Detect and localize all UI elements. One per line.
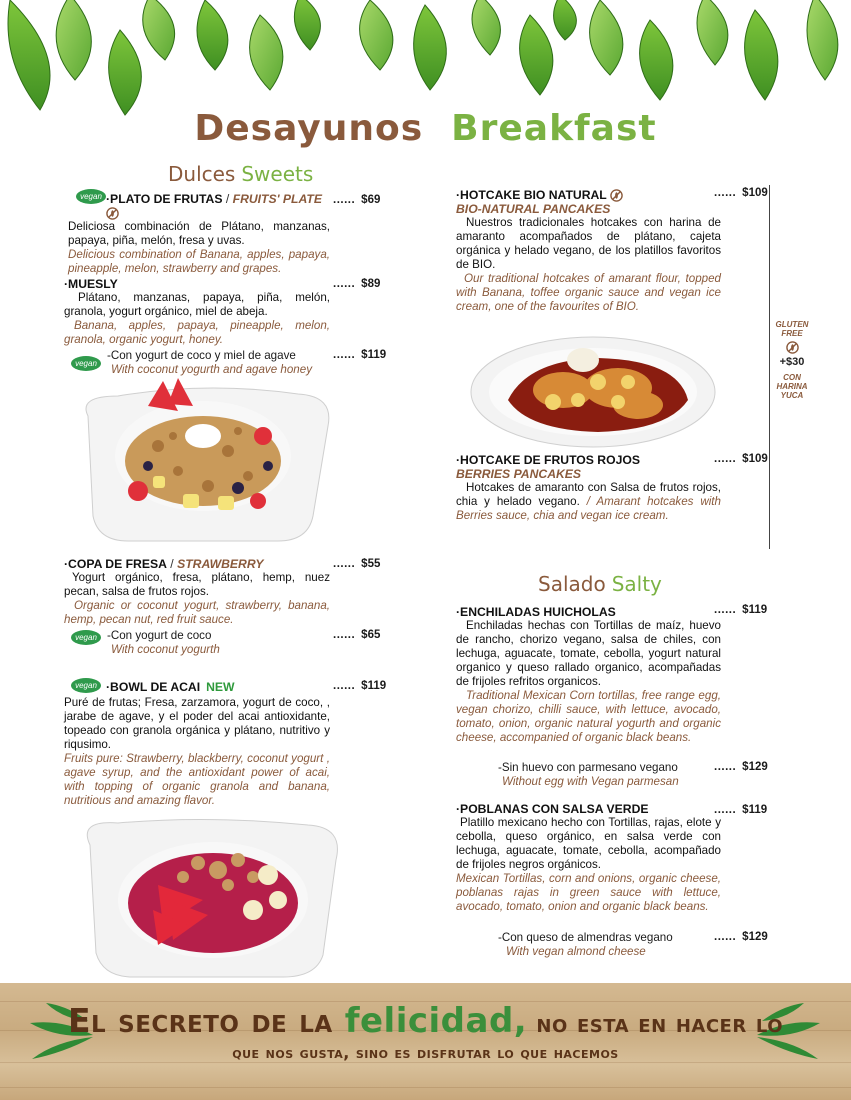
item-name — [64, 192, 330, 220]
price-leader-dots: ...... — [714, 761, 737, 773]
gf-line: GLUTEN — [775, 320, 809, 329]
item-option — [107, 629, 220, 657]
quote-line-1 — [0, 1001, 851, 1041]
vegan-badge: vegan — [71, 630, 101, 645]
salty-title-es: Salado — [538, 572, 606, 596]
item-name-es: ·HOTCAKE BIO NATURAL — [456, 188, 607, 202]
item-description-es: Hotcakes de amaranto con Salsa de frutos rojos, chia y helado vegano. — [456, 481, 721, 508]
menu-item-muesly — [64, 277, 330, 347]
price-leader-dots: ...... — [714, 187, 737, 199]
quote-line-2: que nos gusta, sino es disfrutar lo que hacemos — [232, 1043, 619, 1062]
item-description: Deliciosa combinación de Plátano, manzanas, papaya, piña, melón, fresa y uvas. — [68, 220, 330, 248]
quote-text: El secreto de la — [67, 1001, 345, 1040]
price-value: $69 — [361, 194, 381, 206]
price-value: $119 — [361, 349, 387, 361]
pancakes-photo — [468, 330, 718, 450]
item-name-en: BIO-NATURAL PANCAKES — [456, 202, 611, 217]
item-description-en: Traditional Mexican Corn tortillas, free range egg, vegan chorizo, chilli sauce, with lettuce, avocado, tomato, onion, organic natural yogurth and organic cheese, accompanied of organic black beans. — [456, 689, 721, 744]
price-value: $119 — [742, 804, 768, 816]
item-name-es: ·PLATO DE FRUTAS — [106, 192, 223, 206]
price-leader-dots: ...... — [333, 349, 356, 361]
item-option — [498, 931, 673, 959]
sweets-title-en: Sweets — [241, 162, 314, 186]
item-name-en: BERRIES PANCAKES — [456, 467, 582, 481]
item-name: ·MUESLY — [64, 277, 118, 291]
item-name — [456, 188, 721, 202]
title-english: Breakfast — [451, 108, 657, 149]
item-description-en: Mexican Tortillas, corn and onions, organic cheese, poblanas rajas in green sauce with lettuce, avocado, tomato, onion and organic black beans. — [456, 872, 721, 913]
item-name-en: FRUITS' PLATE — [232, 192, 322, 206]
menu-item-bowl-de-acai — [64, 680, 330, 808]
option-label-en: With coconut yogurth and agave honey — [111, 363, 312, 376]
menu-item-plato-de-frutas — [64, 192, 330, 276]
vegan-badge: vegan — [71, 356, 101, 371]
item-option — [498, 761, 679, 789]
salty-title-en: Salty — [611, 572, 662, 596]
item-name — [64, 680, 330, 694]
price-value: $119 — [742, 604, 768, 616]
item-name — [64, 557, 330, 571]
option-price — [714, 761, 768, 773]
item-description: Nuestros tradicionales hotcakes con harina de amaranto acompañados de plátano, cajeta orgánica y helado vegano, de los platillos favoritos de BIO. — [456, 216, 721, 272]
option-price — [714, 931, 768, 943]
item-price — [714, 187, 768, 199]
item-description-en: Banana, apples, papaya, pineapple, melon, granola, organic yogurt, honey. — [64, 319, 330, 346]
menu-item-hotcake-bio-natural — [456, 188, 721, 314]
item-description: Yogurt orgánico, fresa, plátano, hemp, nuez pecan, salsa de frutos rojos. — [64, 571, 330, 598]
option-label-en: Without egg with Vegan parmesan — [502, 775, 679, 788]
quote-highlight: felicidad, — [344, 1001, 528, 1041]
item-name-es: ·COPA DE FRESA — [64, 557, 167, 571]
price-leader-dots: ...... — [333, 558, 356, 570]
price-leader-dots: ...... — [333, 278, 356, 290]
price-leader-dots: ...... — [714, 604, 737, 616]
item-description-en: Delicious combination of Banana, apples, papaya, pineapple, melon, strawberry and grapes. — [68, 248, 330, 276]
gluten-free-icon — [106, 207, 119, 220]
price-value: $129 — [742, 761, 768, 773]
item-description: Enchiladas hechas con Tortillas de maíz, huevo de rancho, chorizo vegano, salsa de chiles, con lechuga, aguacate, tomate, cebolla, yogurt natural organico y queso rallado organico, acompañadas de frijoles refritos organicos. — [456, 619, 721, 688]
item-price — [714, 453, 768, 465]
item-price — [333, 194, 380, 206]
option-label: -Con queso de almendras vegano — [498, 931, 673, 944]
menu-item-poblanas-salsa-verde — [456, 802, 721, 914]
price-leader-dots: ...... — [333, 680, 356, 692]
item-price — [333, 278, 380, 290]
price-value: $109 — [742, 453, 768, 465]
item-name: ·POBLANAS CON SALSA VERDE — [456, 802, 649, 816]
option-label-en: With vegan almond cheese — [506, 945, 646, 958]
name-separator: / — [166, 557, 178, 571]
menu-item-enchiladas-huicholas — [456, 605, 721, 745]
option-label-en: With coconut yogurth — [111, 643, 220, 656]
item-description-en: / Amarant hotcakes with Berries sauce, chia and vegan ice cream. — [456, 495, 721, 522]
gf-line: CON — [783, 373, 801, 382]
option-label: -Con yogurt de coco y miel de agave — [107, 349, 296, 362]
gluten-free-note — [773, 320, 811, 400]
menu-item-hotcake-frutos-rojos — [456, 453, 721, 523]
price-leader-dots: ...... — [333, 194, 356, 206]
menu-item-copa-de-fresa — [64, 557, 330, 627]
gluten-free-icon — [610, 189, 623, 202]
item-name: ·HOTCAKE DE FRUTOS ROJOS — [456, 453, 640, 467]
option-price — [333, 349, 386, 361]
item-description-en: Organic or coconut yogurt, strawberry, banana, hemp, pecan nut, red fruit sauce. — [64, 599, 330, 626]
vegan-badge: vegan — [71, 678, 101, 693]
item-price — [333, 680, 386, 692]
item-description: Puré de frutas; Fresa, zarzamora, yogurt de coco, , jarabe de agave, y el poder del acai antioxidante, topeado con granola orgánica y plátano, nutritivo y riqusimo. — [64, 696, 330, 751]
gf-price: +$30 — [779, 356, 805, 368]
item-price — [714, 604, 767, 616]
side-divider — [769, 185, 770, 549]
acai-bowl-photo — [78, 815, 344, 980]
sweets-section-title — [168, 162, 313, 186]
title-spanish: Desayunos — [194, 108, 424, 149]
price-leader-dots: ...... — [714, 453, 737, 465]
new-badge: NEW — [206, 680, 235, 694]
gf-line: YUCA — [780, 391, 804, 400]
option-price — [333, 629, 380, 641]
item-description-en: Our traditional hotcakes of amarant flour, topped with Banana, toffee organic sauce and vegan ice cream, one of the favourites of BIO. — [456, 272, 721, 314]
gf-line: FREE — [781, 329, 803, 338]
footer-banner — [0, 983, 851, 1100]
sweets-title-es: Dulces — [168, 162, 236, 186]
muesly-bowl-photo — [78, 376, 334, 546]
vegan-badge: vegan — [76, 189, 106, 204]
gluten-free-icon — [786, 341, 799, 354]
option-label: -Sin huevo con parmesano vegano — [498, 761, 678, 774]
price-leader-dots: ...... — [714, 804, 737, 816]
price-value: $109 — [742, 187, 768, 199]
price-value: $119 — [361, 680, 387, 692]
name-separator: / — [222, 192, 233, 206]
price-value: $89 — [361, 278, 381, 290]
item-name-es: ·BOWL DE ACAI — [106, 680, 201, 694]
price-value: $55 — [361, 558, 381, 570]
price-value: $129 — [742, 931, 768, 943]
salty-section-title — [538, 572, 662, 596]
quote-text: no esta en hacer lo — [527, 1009, 784, 1038]
option-label: -Con yogurt de coco — [107, 629, 212, 642]
price-leader-dots: ...... — [714, 931, 737, 943]
item-price — [333, 558, 380, 570]
item-name-en: STRAWBERRY — [177, 557, 264, 571]
leaves-header-decoration — [0, 0, 851, 125]
item-description: Platillo mexicano hecho con Tortillas, rajas, elote y cebolla, queso orgánico, en salsa verde con lechuga, aguacate, tomate, cebolla, acompañado de frijoles negros orgánicos. — [456, 816, 721, 871]
price-value: $65 — [361, 629, 381, 641]
item-name: ·ENCHILADAS HUICHOLAS — [456, 605, 616, 619]
item-option — [107, 349, 312, 377]
item-price — [714, 804, 767, 816]
item-description — [456, 481, 721, 523]
gf-line: HARINA — [776, 382, 808, 391]
page-title — [0, 108, 851, 149]
item-description: Plátano, manzanas, papaya, piña, melón, granola, yogurt orgánico, miel de abeja. — [64, 291, 330, 318]
item-description-en: Fruits pure: Strawberry, blackberry, coconut yogurt , agave syrup, and the antioxidant power of acai, with topping of organic granola and banana, nutritious and amazing flavor. — [64, 752, 330, 807]
price-leader-dots: ...... — [333, 629, 356, 641]
